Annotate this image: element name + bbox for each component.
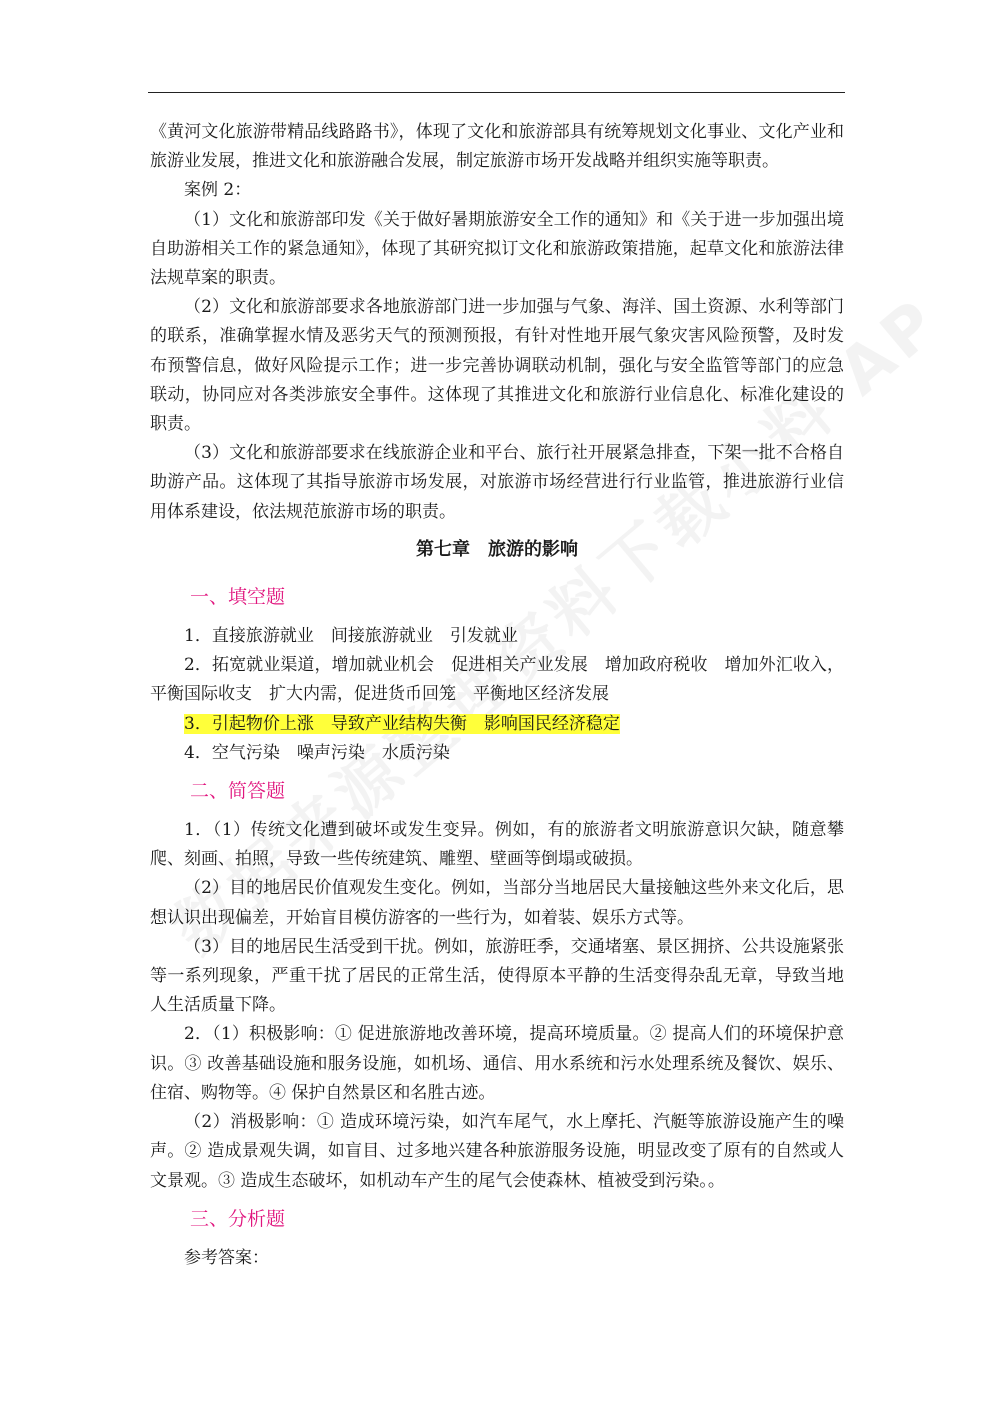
- list-item: [150, 710, 844, 739]
- list-item: 4．空气污染 噪声污染 水质污染: [184, 742, 450, 763]
- paragraph: 《黄河文化旅游带精品线路路书》，体现了文化和旅游部具有统筹规划文化事业、文化产业和旅游业发展，推进文化和旅游融合发展，制定旅游市场开发战略并组织实施等职责。: [150, 122, 844, 172]
- section-heading-short-answer: 二、简答题: [190, 780, 286, 803]
- paragraph: （1）文化和旅游部印发《关于做好暑期旅游安全工作的通知》和《关于进一步加强出境自助游相关工作的紧急通知》，体现了其研究拟订文化和旅游政策措施，起草文化和旅游法律法规草案的职责。: [150, 209, 844, 289]
- list-item: 参考答案：: [184, 1247, 269, 1268]
- paragraph: （2）文化和旅游部要求各地旅游部门进一步加强与气象、海洋、国土资源、水利等部门的联系，准确掌握水情及恶劣天气的预测预报，有针对性地开展气象灾害风险预警，及时发布预警信息，做好风险提示工作；进一步完善协调联动机制，强化与安全监管等部门的应急联动，协同应对各类涉旅安全事件。这体现了其推进文化和旅游行业信息化、标准化建设的职责。: [150, 297, 844, 435]
- list-item: （2）消极影响：① 造成环境污染，如汽车尾气，水上摩托、汽艇等旅游设施产生的噪声。② 造成景观失调，如盲目、过多地兴建各种旅游服务设施，明显改变了原有的自然或人文景观。③ 造成生态破坏，如机动车产生的尾气会使森林、植被受到污染。。: [150, 1112, 844, 1191]
- page-content: [150, 118, 844, 1273]
- list-item: （3）目的地居民生活受到干扰。例如，旅游旺季，交通堵塞、景区拥挤、公共设施紧张等一系列现象，严重干扰了居民的正常生活，使得原本平静的生活变得杂乱无章，导致当地人生活质量下降。: [150, 936, 844, 1016]
- section-heading-fill-in: 一、填空题: [190, 586, 286, 609]
- section-heading-analysis: 三、分析题: [190, 1207, 286, 1230]
- list-item: （2）目的地居民价值观发生变化。例如，当部分当地居民大量接触这些外来文化后，思想认识出现偏差，开始盲目模仿游客的一些行为，如着装、娱乐方式等。: [150, 878, 844, 928]
- paragraph: 案例 2：: [184, 180, 252, 201]
- paragraph: （3）文化和旅游部要求在线旅游企业和平台、旅行社开展紧急排查，下架一批不合格自助游产品。这体现了其指导旅游市场发展，对旅游市场经营进行行业监管，推进旅游行业信用体系建设，依法规范旅游市场的职责。: [150, 443, 844, 522]
- list-item: 1．直接旅游就业 间接旅游就业 引发就业: [184, 626, 518, 647]
- highlighted-answer: 3．引起物价上涨 导致产业结构失衡 影响国民经济稳定: [184, 713, 620, 734]
- list-item: 2．拓宽就业渠道，增加就业机会 促进相关产业发展 增加政府税收 增加外汇收入，平衡国际收支 扩大内需，促进货币回笼 平衡地区经济发展: [150, 655, 844, 705]
- list-item: 1．（1）传统文化遭到破坏或发生变异。例如，有的旅游者文明旅游意识欠缺，随意攀爬、刻画、拍照，导致一些传统建筑、雕塑、壁画等倒塌或破损。: [150, 820, 844, 870]
- list-item: 2．（1）积极影响：① 促进旅游地改善环境，提高环境质量。② 提高人们的环境保护意识。③ 改善基础设施和服务设施，如机场、通信、用水系统和污水处理系统及餐饮、娱乐、住宿、购物等。④ 保护自然景区和名胜古迹。: [150, 1024, 844, 1103]
- header-rule: [148, 92, 845, 93]
- chapter-title: 第七章 旅游的影响: [416, 538, 578, 560]
